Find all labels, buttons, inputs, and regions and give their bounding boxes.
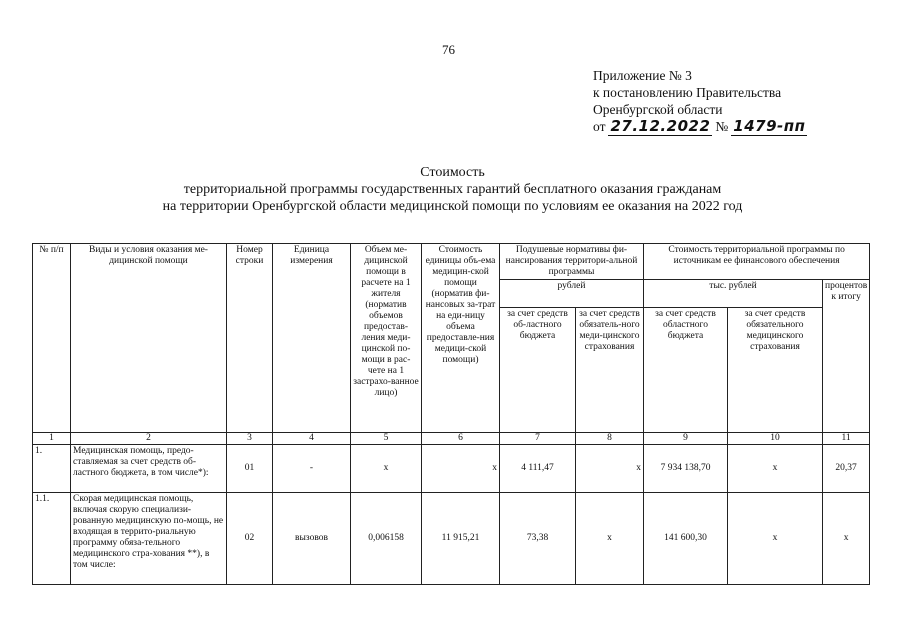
table-row: [33, 445, 870, 493]
table-row: [33, 493, 870, 585]
column-number: 7: [500, 433, 576, 445]
row-cost-budget: 7 934 138,70: [644, 445, 728, 493]
header-thousand-rubles: тыс. рублей: [644, 280, 823, 308]
column-number: 2: [71, 433, 227, 445]
title-line-3: на территории Оренбургской области медицинской помощи по условиям ее оказания на 2022 год: [162, 199, 743, 214]
row-volume: 0,006158: [351, 493, 422, 585]
cost-table-wrapper: [32, 243, 870, 585]
header-num: № п/п: [33, 244, 71, 433]
title-line-1: Стоимость: [420, 165, 485, 180]
column-number: 5: [351, 433, 422, 445]
row-number: 01: [227, 445, 273, 493]
appendix-resolution: к постановлению Правительства: [593, 85, 782, 100]
cost-table: [32, 243, 870, 585]
header-unit: Единица измерения: [273, 244, 351, 433]
row-number: 02: [227, 493, 273, 585]
appendix-block: [593, 67, 810, 136]
row-kinds: Медицинская помощь, предо-ставляемая за счет средств об-ластного бюджета, в том числе*):: [71, 445, 227, 493]
row-unit: -: [273, 445, 351, 493]
row-percent: х: [823, 493, 870, 585]
row-percent: 20,37: [823, 445, 870, 493]
column-number: 6: [422, 433, 500, 445]
document-title: [40, 164, 865, 215]
header-oms-funds: за счет средств обязательного медицинского страхования: [728, 308, 823, 433]
row-volume: х: [351, 445, 422, 493]
appendix-region: Оренбургской области: [593, 102, 723, 117]
column-number: 4: [273, 433, 351, 445]
handwritten-number: 1479-пп: [733, 117, 806, 135]
header-percent: процентов к итогу: [823, 280, 870, 433]
column-number: 3: [227, 433, 273, 445]
appendix-date-line: [593, 118, 810, 136]
from-label: от: [593, 119, 606, 134]
header-regional-funds: за счет средств областного бюджета: [644, 308, 728, 433]
handwritten-date: 27.12.2022: [610, 117, 711, 135]
row-cost: 11 915,21: [422, 493, 500, 585]
row-cost: х: [422, 445, 500, 493]
row-kinds: Скорая медицинская помощь, включая скорую специализи-рованную медицинскую по-мощь, не входящая в террито-риальную программу обяза-тельного медицинского стра-хования **), в том числе:: [71, 493, 227, 585]
header-row-number: Номер строки: [227, 244, 273, 433]
header-regional-budget: за счет средств об-ластного бюджета: [500, 308, 576, 433]
page-number: 76: [442, 42, 455, 57]
appendix-title: Приложение № 3: [593, 68, 692, 83]
header-per-capita: Подушевые нормативы фи-нансирования территори-альной программы: [500, 244, 644, 280]
number-label: №: [715, 119, 729, 134]
row-cost-oms: х: [728, 445, 823, 493]
column-number: 1: [33, 433, 71, 445]
row-per-capita-budget: 73,38: [500, 493, 576, 585]
column-number: 11: [823, 433, 870, 445]
row-per-capita-budget: 4 111,47: [500, 445, 576, 493]
row-unit: вызовов: [273, 493, 351, 585]
header-rubles: рублей: [500, 280, 644, 308]
row-per-capita-oms: х: [576, 493, 644, 585]
row-num: 1.1.: [33, 493, 71, 585]
header-oms: за счет средств обязатель-ного меди-цинского страхования: [576, 308, 644, 433]
row-num: 1.: [33, 445, 71, 493]
header-program-cost: Стоимость территориальной программы по источникам ее финансового обеспечения: [644, 244, 870, 280]
column-number: 8: [576, 433, 644, 445]
header-volume: Объем ме-дицинской помощи в расчете на 1 жителя (норматив объемов предостав-ления меди-цинской по-мощи в рас-чете на 1 застрахо-ванное лицо): [351, 244, 422, 433]
column-number: 10: [728, 433, 823, 445]
column-number: 9: [644, 433, 728, 445]
header-cost: Стоимость единицы объ-ема медицин-ской помощи (норматив фи-нансовых за-трат на еди-ницу объема предоставле-ния медици-ской помощи): [422, 244, 500, 433]
column-numbers-row: [33, 433, 870, 445]
header-kinds: Виды и условия оказания ме-дицинской помощи: [71, 244, 227, 433]
title-line-2: территориальной программы государственных гарантий бесплатного оказания гражданам: [183, 182, 722, 197]
row-cost-budget: 141 600,30: [644, 493, 728, 585]
row-per-capita-oms: х: [576, 445, 644, 493]
row-cost-oms: х: [728, 493, 823, 585]
